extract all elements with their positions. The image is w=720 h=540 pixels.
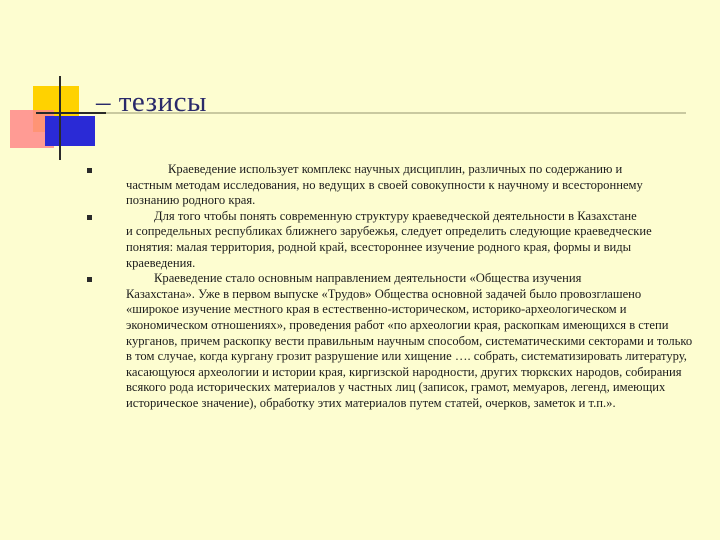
bullet-text (126, 271, 696, 411)
bullet-square-icon (87, 215, 92, 220)
decorative-vertical-line (59, 76, 61, 160)
bullet-text (126, 162, 696, 209)
bullet-lead-text: Краеведение стало основным направлением деятельности «Общества изучения (154, 271, 582, 286)
bullet-rest-text: Казахстана». Уже в первом выпуске «Трудов» Общества основной задачей было провозглашено «широкое изучение местного края в естественно-историческом, историко-археологическом и экономическом отношениях», проведения работ «по археологии края, раскопкам имеющихся в степи курганов, причем раскопку вести правильным научным способом, систематическими секторами и только в том случае, когда кургану грозит разрушение или хищение …. собрать, систематизировать литературу, касающуюся археологии и истории края, киргизской народности, других тюркских народов, собирания всякого рода исторических материалов у частных лиц (записок, грамот, мемуаров, легенд, имеющих историческое значение), обработку этих материалов путем статей, очерков, заметок и т.п.». (126, 286, 693, 410)
decorative-blue-rectangle (45, 116, 95, 146)
slide-title: – тезисы (96, 86, 207, 118)
bullet-lead-text: Краеведение использует комплекс научных дисциплин, различных по содержанию и (168, 162, 623, 176)
bullet-square-icon (87, 168, 92, 173)
bullet-item (86, 162, 696, 209)
bullet-text (126, 209, 696, 271)
bullet-rest-text: частным методам исследования, но ведущих в своей совокупности к научному и всестороннему познанию родного края. (126, 177, 643, 208)
bullet-item (86, 209, 696, 271)
bullet-list (86, 162, 696, 412)
bullet-rest-text: и сопредельных республиках ближнего зарубежья, следует определить следующие краеведческие понятия: малая территория, родной край, всестороннее изучение родного края, формы и виды краеведения. (126, 224, 652, 270)
bullet-item (86, 271, 696, 411)
bullet-lead-text: Для того чтобы понять современную структуру краеведческой деятельности в Казахстане (154, 208, 637, 223)
bullet-square-icon (87, 277, 92, 282)
